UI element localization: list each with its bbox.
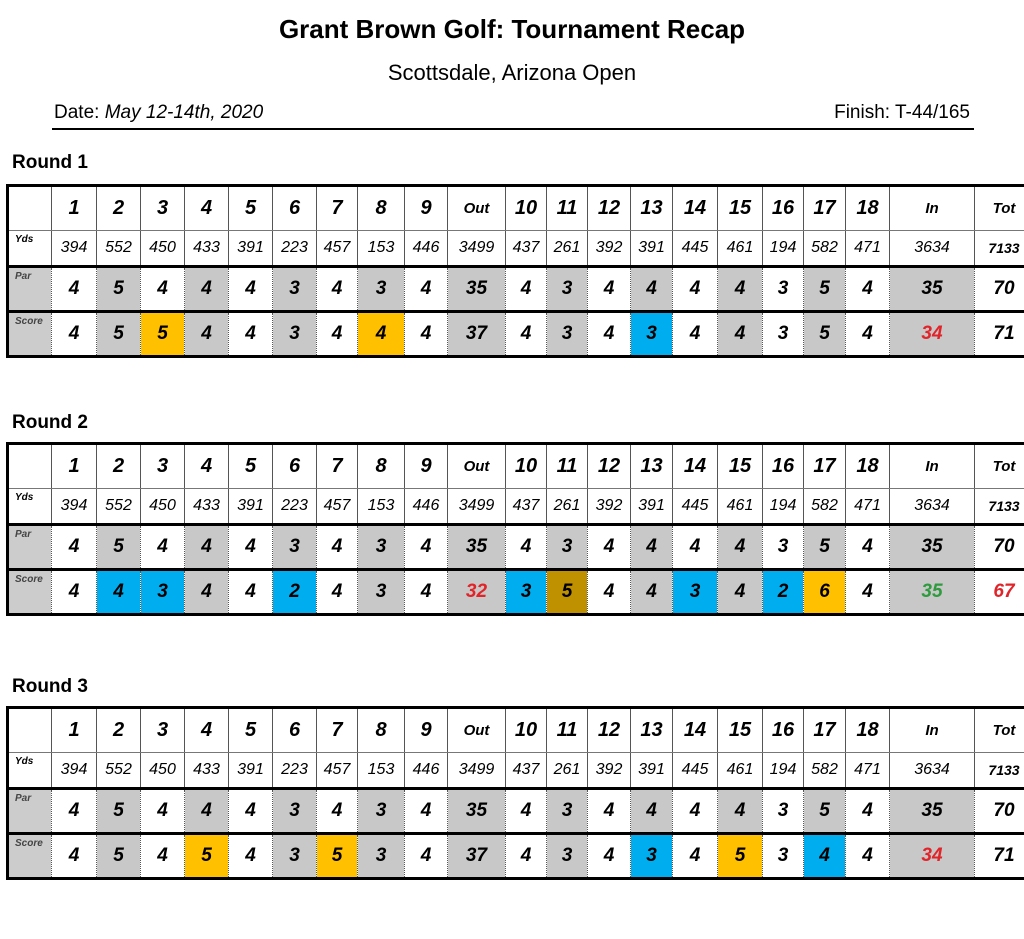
par-cell: 3 bbox=[763, 789, 804, 834]
score-row bbox=[8, 834, 1024, 879]
par-cell: 4 bbox=[141, 525, 185, 570]
hole-cell: In bbox=[890, 708, 975, 753]
par-cell: 4 bbox=[185, 525, 229, 570]
hole-row bbox=[8, 186, 1024, 231]
par-cell: 3 bbox=[763, 267, 804, 312]
par-cell: 4 bbox=[718, 525, 763, 570]
score-cell: 34 bbox=[890, 312, 975, 357]
yards-cell: 445 bbox=[673, 753, 718, 789]
hole-cell: 15 bbox=[718, 444, 763, 489]
score-cell: 5 bbox=[97, 834, 141, 879]
score-cell: 3 bbox=[547, 834, 588, 879]
par-cell: 5 bbox=[804, 525, 846, 570]
hole-cell: 3 bbox=[141, 708, 185, 753]
score-cell: 4 bbox=[631, 570, 673, 615]
par-cell: 4 bbox=[185, 789, 229, 834]
par-row bbox=[8, 267, 1024, 312]
score-cell: 4 bbox=[52, 312, 97, 357]
yards-cell: 582 bbox=[804, 753, 846, 789]
score-row-label: Score bbox=[8, 570, 52, 615]
hole-cell: 6 bbox=[273, 708, 317, 753]
yards-cell: 457 bbox=[317, 489, 358, 525]
score-row-label: Score bbox=[8, 312, 52, 357]
par-cell: 3 bbox=[358, 267, 405, 312]
par-cell: 4 bbox=[506, 525, 547, 570]
hole-cell: 1 bbox=[52, 708, 97, 753]
hole-cell: In bbox=[890, 444, 975, 489]
par-cell: 3 bbox=[358, 525, 405, 570]
hole-cell: 3 bbox=[141, 186, 185, 231]
score-cell: 4 bbox=[673, 834, 718, 879]
yards-cell: 457 bbox=[317, 753, 358, 789]
hole-cell: Out bbox=[448, 186, 506, 231]
par-cell: 4 bbox=[846, 267, 890, 312]
score-cell: 4 bbox=[506, 834, 547, 879]
score-cell: 4 bbox=[317, 570, 358, 615]
yards-cell: 3499 bbox=[448, 231, 506, 267]
score-cell: 5 bbox=[141, 312, 185, 357]
hole-cell: 12 bbox=[588, 444, 631, 489]
page-title: Grant Brown Golf: Tournament Recap bbox=[278, 14, 746, 44]
hole-cell: 5 bbox=[229, 186, 273, 231]
par-cell: 4 bbox=[718, 789, 763, 834]
hole-cell: 11 bbox=[547, 186, 588, 231]
score-cell: 32 bbox=[448, 570, 506, 615]
yards-cell: 552 bbox=[97, 753, 141, 789]
date-field bbox=[54, 102, 263, 124]
hole-cell: 15 bbox=[718, 708, 763, 753]
yards-cell: 153 bbox=[358, 231, 405, 267]
yards-cell: 3634 bbox=[890, 753, 975, 789]
par-cell: 4 bbox=[673, 267, 718, 312]
par-cell: 3 bbox=[547, 525, 588, 570]
par-cell: 4 bbox=[52, 525, 97, 570]
finish-field: Finish: T-44/165 bbox=[834, 102, 970, 123]
par-cell: 4 bbox=[405, 789, 448, 834]
hole-cell: 17 bbox=[804, 708, 846, 753]
score-cell: 4 bbox=[718, 312, 763, 357]
yards-cell: 194 bbox=[763, 489, 804, 525]
hole-cell: 4 bbox=[185, 186, 229, 231]
par-cell: 4 bbox=[317, 525, 358, 570]
yards-row bbox=[8, 753, 1024, 789]
hole-cell: 16 bbox=[763, 444, 804, 489]
hole-cell: 9 bbox=[405, 186, 448, 231]
page-subtitle: Scottsdale, Arizona Open bbox=[387, 60, 637, 85]
score-cell: 3 bbox=[273, 834, 317, 879]
yards-cell: 394 bbox=[52, 489, 97, 525]
score-cell: 5 bbox=[185, 834, 229, 879]
yards-cell: 445 bbox=[673, 231, 718, 267]
yards-cell: 552 bbox=[97, 231, 141, 267]
hole-cell: 1 bbox=[52, 186, 97, 231]
yards-cell: 450 bbox=[141, 753, 185, 789]
par-cell: 70 bbox=[975, 789, 1024, 834]
score-cell: 4 bbox=[141, 834, 185, 879]
hole-cell: 9 bbox=[405, 444, 448, 489]
score-cell: 6 bbox=[804, 570, 846, 615]
par-cell: 4 bbox=[506, 267, 547, 312]
par-cell: 35 bbox=[448, 267, 506, 312]
par-row-label: Par bbox=[8, 525, 52, 570]
yards-cell: 450 bbox=[141, 489, 185, 525]
yards-cell: 3499 bbox=[448, 753, 506, 789]
score-cell: 3 bbox=[763, 312, 804, 357]
yards-cell: 153 bbox=[358, 753, 405, 789]
par-cell: 70 bbox=[975, 267, 1024, 312]
score-cell: 4 bbox=[846, 312, 890, 357]
par-cell: 3 bbox=[358, 789, 405, 834]
yards-cell: 392 bbox=[588, 231, 631, 267]
score-cell: 4 bbox=[588, 570, 631, 615]
par-cell: 4 bbox=[506, 789, 547, 834]
hole-cell: 16 bbox=[763, 186, 804, 231]
hole-cell: 9 bbox=[405, 708, 448, 753]
par-cell: 4 bbox=[229, 525, 273, 570]
hole-cell: 5 bbox=[229, 444, 273, 489]
scorecard-round-1 bbox=[6, 184, 1024, 358]
yards-cell: 445 bbox=[673, 489, 718, 525]
hole-cell: Tot bbox=[975, 444, 1024, 489]
score-cell: 4 bbox=[846, 834, 890, 879]
yards-cell: 582 bbox=[804, 231, 846, 267]
hole-cell: 4 bbox=[185, 708, 229, 753]
yards-cell: 446 bbox=[405, 753, 448, 789]
par-cell: 4 bbox=[141, 267, 185, 312]
score-cell: 2 bbox=[273, 570, 317, 615]
hole-cell: Tot bbox=[975, 708, 1024, 753]
yards-cell: 391 bbox=[631, 489, 673, 525]
par-cell: 4 bbox=[673, 525, 718, 570]
yards-cell: 194 bbox=[763, 753, 804, 789]
hole-cell: 16 bbox=[763, 708, 804, 753]
par-cell: 4 bbox=[229, 789, 273, 834]
hole-cell: 13 bbox=[631, 708, 673, 753]
hole-cell: 18 bbox=[846, 186, 890, 231]
par-cell: 3 bbox=[273, 789, 317, 834]
score-cell: 3 bbox=[631, 312, 673, 357]
score-cell: 3 bbox=[358, 570, 405, 615]
score-cell: 4 bbox=[673, 312, 718, 357]
date-label: Date: bbox=[54, 102, 100, 123]
yards-cell: 446 bbox=[405, 489, 448, 525]
hole-cell: 10 bbox=[506, 444, 547, 489]
yards-row-label: Yds bbox=[8, 489, 52, 525]
yards-cell: 433 bbox=[185, 753, 229, 789]
par-cell: 35 bbox=[890, 789, 975, 834]
hole-cell: 2 bbox=[97, 708, 141, 753]
score-cell: 4 bbox=[358, 312, 405, 357]
yards-cell: 582 bbox=[804, 489, 846, 525]
hole-cell: 17 bbox=[804, 186, 846, 231]
yards-cell: 261 bbox=[547, 753, 588, 789]
score-cell: 5 bbox=[718, 834, 763, 879]
hole-cell: 2 bbox=[97, 186, 141, 231]
yards-cell: 461 bbox=[718, 753, 763, 789]
yards-cell: 433 bbox=[185, 489, 229, 525]
score-cell: 4 bbox=[185, 570, 229, 615]
yards-cell: 3634 bbox=[890, 231, 975, 267]
yards-cell: 223 bbox=[273, 489, 317, 525]
hole-row-label bbox=[8, 186, 52, 231]
hole-cell: 10 bbox=[506, 186, 547, 231]
score-cell: 5 bbox=[804, 312, 846, 357]
score-cell: 3 bbox=[631, 834, 673, 879]
score-row bbox=[8, 312, 1024, 357]
par-cell: 4 bbox=[588, 789, 631, 834]
yards-cell: 446 bbox=[405, 231, 448, 267]
score-cell: 4 bbox=[588, 312, 631, 357]
hole-row-label bbox=[8, 708, 52, 753]
round-title: Round 2 bbox=[12, 412, 88, 433]
hole-cell: Tot bbox=[975, 186, 1024, 231]
yards-cell: 7133 bbox=[975, 231, 1024, 267]
yards-cell: 437 bbox=[506, 753, 547, 789]
hole-cell: 11 bbox=[547, 444, 588, 489]
par-cell: 35 bbox=[448, 789, 506, 834]
yards-cell: 461 bbox=[718, 489, 763, 525]
score-cell: 4 bbox=[97, 570, 141, 615]
hole-cell: 14 bbox=[673, 186, 718, 231]
par-row bbox=[8, 525, 1024, 570]
hole-cell: 4 bbox=[185, 444, 229, 489]
score-cell: 3 bbox=[141, 570, 185, 615]
par-cell: 35 bbox=[448, 525, 506, 570]
yards-cell: 552 bbox=[97, 489, 141, 525]
hole-cell: 8 bbox=[358, 444, 405, 489]
hole-cell: 1 bbox=[52, 444, 97, 489]
score-cell: 5 bbox=[97, 312, 141, 357]
yards-cell: 461 bbox=[718, 231, 763, 267]
hole-cell: 14 bbox=[673, 708, 718, 753]
hole-cell: 15 bbox=[718, 186, 763, 231]
par-cell: 4 bbox=[588, 525, 631, 570]
yards-cell: 457 bbox=[317, 231, 358, 267]
par-cell: 4 bbox=[631, 267, 673, 312]
par-cell: 4 bbox=[317, 789, 358, 834]
yards-cell: 261 bbox=[547, 489, 588, 525]
score-row bbox=[8, 570, 1024, 615]
par-cell: 4 bbox=[141, 789, 185, 834]
par-cell: 4 bbox=[405, 267, 448, 312]
hole-cell: 2 bbox=[97, 444, 141, 489]
yards-cell: 392 bbox=[588, 753, 631, 789]
yards-cell: 394 bbox=[52, 753, 97, 789]
yards-cell: 437 bbox=[506, 231, 547, 267]
score-cell: 34 bbox=[890, 834, 975, 879]
score-row-label: Score bbox=[8, 834, 52, 879]
hole-cell: 7 bbox=[317, 186, 358, 231]
score-cell: 4 bbox=[317, 312, 358, 357]
yards-cell: 471 bbox=[846, 231, 890, 267]
yards-cell: 223 bbox=[273, 231, 317, 267]
score-cell: 4 bbox=[229, 312, 273, 357]
yards-cell: 153 bbox=[358, 489, 405, 525]
yards-cell: 471 bbox=[846, 753, 890, 789]
score-cell: 4 bbox=[229, 570, 273, 615]
par-cell: 5 bbox=[97, 525, 141, 570]
score-cell: 4 bbox=[405, 570, 448, 615]
par-row-label: Par bbox=[8, 789, 52, 834]
par-cell: 5 bbox=[804, 267, 846, 312]
score-cell: 67 bbox=[975, 570, 1024, 615]
date-value: May 12-14th, 2020 bbox=[104, 102, 264, 123]
par-row bbox=[8, 789, 1024, 834]
hole-cell: 13 bbox=[631, 186, 673, 231]
hole-cell: Out bbox=[448, 444, 506, 489]
yards-cell: 391 bbox=[229, 489, 273, 525]
hole-cell: 7 bbox=[317, 708, 358, 753]
par-cell: 4 bbox=[317, 267, 358, 312]
yards-cell: 3499 bbox=[448, 489, 506, 525]
score-cell: 4 bbox=[405, 312, 448, 357]
hole-cell: Out bbox=[448, 708, 506, 753]
hole-cell: 12 bbox=[588, 708, 631, 753]
score-cell: 4 bbox=[52, 834, 97, 879]
hole-cell: In bbox=[890, 186, 975, 231]
score-cell: 3 bbox=[763, 834, 804, 879]
par-cell: 4 bbox=[631, 525, 673, 570]
yards-cell: 261 bbox=[547, 231, 588, 267]
yards-cell: 7133 bbox=[975, 489, 1024, 525]
score-cell: 4 bbox=[185, 312, 229, 357]
info-line bbox=[52, 100, 974, 130]
par-cell: 3 bbox=[273, 267, 317, 312]
par-cell: 4 bbox=[846, 789, 890, 834]
par-cell: 35 bbox=[890, 525, 975, 570]
yards-cell: 471 bbox=[846, 489, 890, 525]
par-cell: 35 bbox=[890, 267, 975, 312]
score-cell: 5 bbox=[547, 570, 588, 615]
yards-row bbox=[8, 231, 1024, 267]
par-cell: 5 bbox=[97, 789, 141, 834]
yards-cell: 433 bbox=[185, 231, 229, 267]
par-cell: 4 bbox=[588, 267, 631, 312]
yards-cell: 391 bbox=[229, 753, 273, 789]
score-cell: 4 bbox=[846, 570, 890, 615]
par-cell: 4 bbox=[846, 525, 890, 570]
par-cell: 4 bbox=[52, 789, 97, 834]
score-cell: 37 bbox=[448, 834, 506, 879]
hole-cell: 17 bbox=[804, 444, 846, 489]
par-cell: 4 bbox=[52, 267, 97, 312]
par-cell: 4 bbox=[718, 267, 763, 312]
yards-cell: 391 bbox=[229, 231, 273, 267]
hole-cell: 18 bbox=[846, 708, 890, 753]
hole-cell: 5 bbox=[229, 708, 273, 753]
score-cell: 3 bbox=[273, 312, 317, 357]
par-cell: 5 bbox=[804, 789, 846, 834]
hole-cell: 10 bbox=[506, 708, 547, 753]
hole-row-label bbox=[8, 444, 52, 489]
hole-cell: 3 bbox=[141, 444, 185, 489]
score-cell: 4 bbox=[804, 834, 846, 879]
yards-cell: 391 bbox=[631, 753, 673, 789]
score-cell: 4 bbox=[229, 834, 273, 879]
round-title: Round 1 bbox=[12, 152, 88, 173]
yards-cell: 394 bbox=[52, 231, 97, 267]
scorecard-round-2 bbox=[6, 442, 1024, 616]
score-cell: 37 bbox=[448, 312, 506, 357]
score-cell: 71 bbox=[975, 834, 1024, 879]
hole-cell: 13 bbox=[631, 444, 673, 489]
hole-cell: 14 bbox=[673, 444, 718, 489]
par-cell: 3 bbox=[763, 525, 804, 570]
par-cell: 3 bbox=[547, 267, 588, 312]
par-cell: 3 bbox=[273, 525, 317, 570]
hole-cell: 11 bbox=[547, 708, 588, 753]
hole-cell: 6 bbox=[273, 186, 317, 231]
par-cell: 5 bbox=[97, 267, 141, 312]
par-cell: 4 bbox=[229, 267, 273, 312]
par-cell: 3 bbox=[547, 789, 588, 834]
hole-cell: 12 bbox=[588, 186, 631, 231]
score-cell: 4 bbox=[588, 834, 631, 879]
par-cell: 70 bbox=[975, 525, 1024, 570]
score-cell: 35 bbox=[890, 570, 975, 615]
score-cell: 3 bbox=[506, 570, 547, 615]
yards-cell: 450 bbox=[141, 231, 185, 267]
yards-row-label: Yds bbox=[8, 231, 52, 267]
yards-row bbox=[8, 489, 1024, 525]
hole-cell: 6 bbox=[273, 444, 317, 489]
score-cell: 3 bbox=[547, 312, 588, 357]
yards-cell: 392 bbox=[588, 489, 631, 525]
round-title: Round 3 bbox=[12, 676, 88, 697]
yards-row-label: Yds bbox=[8, 753, 52, 789]
score-cell: 5 bbox=[317, 834, 358, 879]
score-cell: 4 bbox=[718, 570, 763, 615]
par-cell: 4 bbox=[631, 789, 673, 834]
yards-cell: 437 bbox=[506, 489, 547, 525]
par-cell: 4 bbox=[405, 525, 448, 570]
yards-cell: 7133 bbox=[975, 753, 1024, 789]
hole-cell: 8 bbox=[358, 708, 405, 753]
score-cell: 4 bbox=[405, 834, 448, 879]
score-cell: 4 bbox=[506, 312, 547, 357]
hole-cell: 7 bbox=[317, 444, 358, 489]
par-cell: 4 bbox=[673, 789, 718, 834]
score-cell: 2 bbox=[763, 570, 804, 615]
par-row-label: Par bbox=[8, 267, 52, 312]
scorecard-round-3 bbox=[6, 706, 1024, 880]
yards-cell: 194 bbox=[763, 231, 804, 267]
hole-cell: 18 bbox=[846, 444, 890, 489]
yards-cell: 391 bbox=[631, 231, 673, 267]
score-cell: 71 bbox=[975, 312, 1024, 357]
score-cell: 4 bbox=[52, 570, 97, 615]
score-cell: 3 bbox=[358, 834, 405, 879]
par-cell: 4 bbox=[185, 267, 229, 312]
yards-cell: 223 bbox=[273, 753, 317, 789]
yards-cell: 3634 bbox=[890, 489, 975, 525]
hole-row bbox=[8, 708, 1024, 753]
hole-cell: 8 bbox=[358, 186, 405, 231]
hole-row bbox=[8, 444, 1024, 489]
score-cell: 3 bbox=[673, 570, 718, 615]
